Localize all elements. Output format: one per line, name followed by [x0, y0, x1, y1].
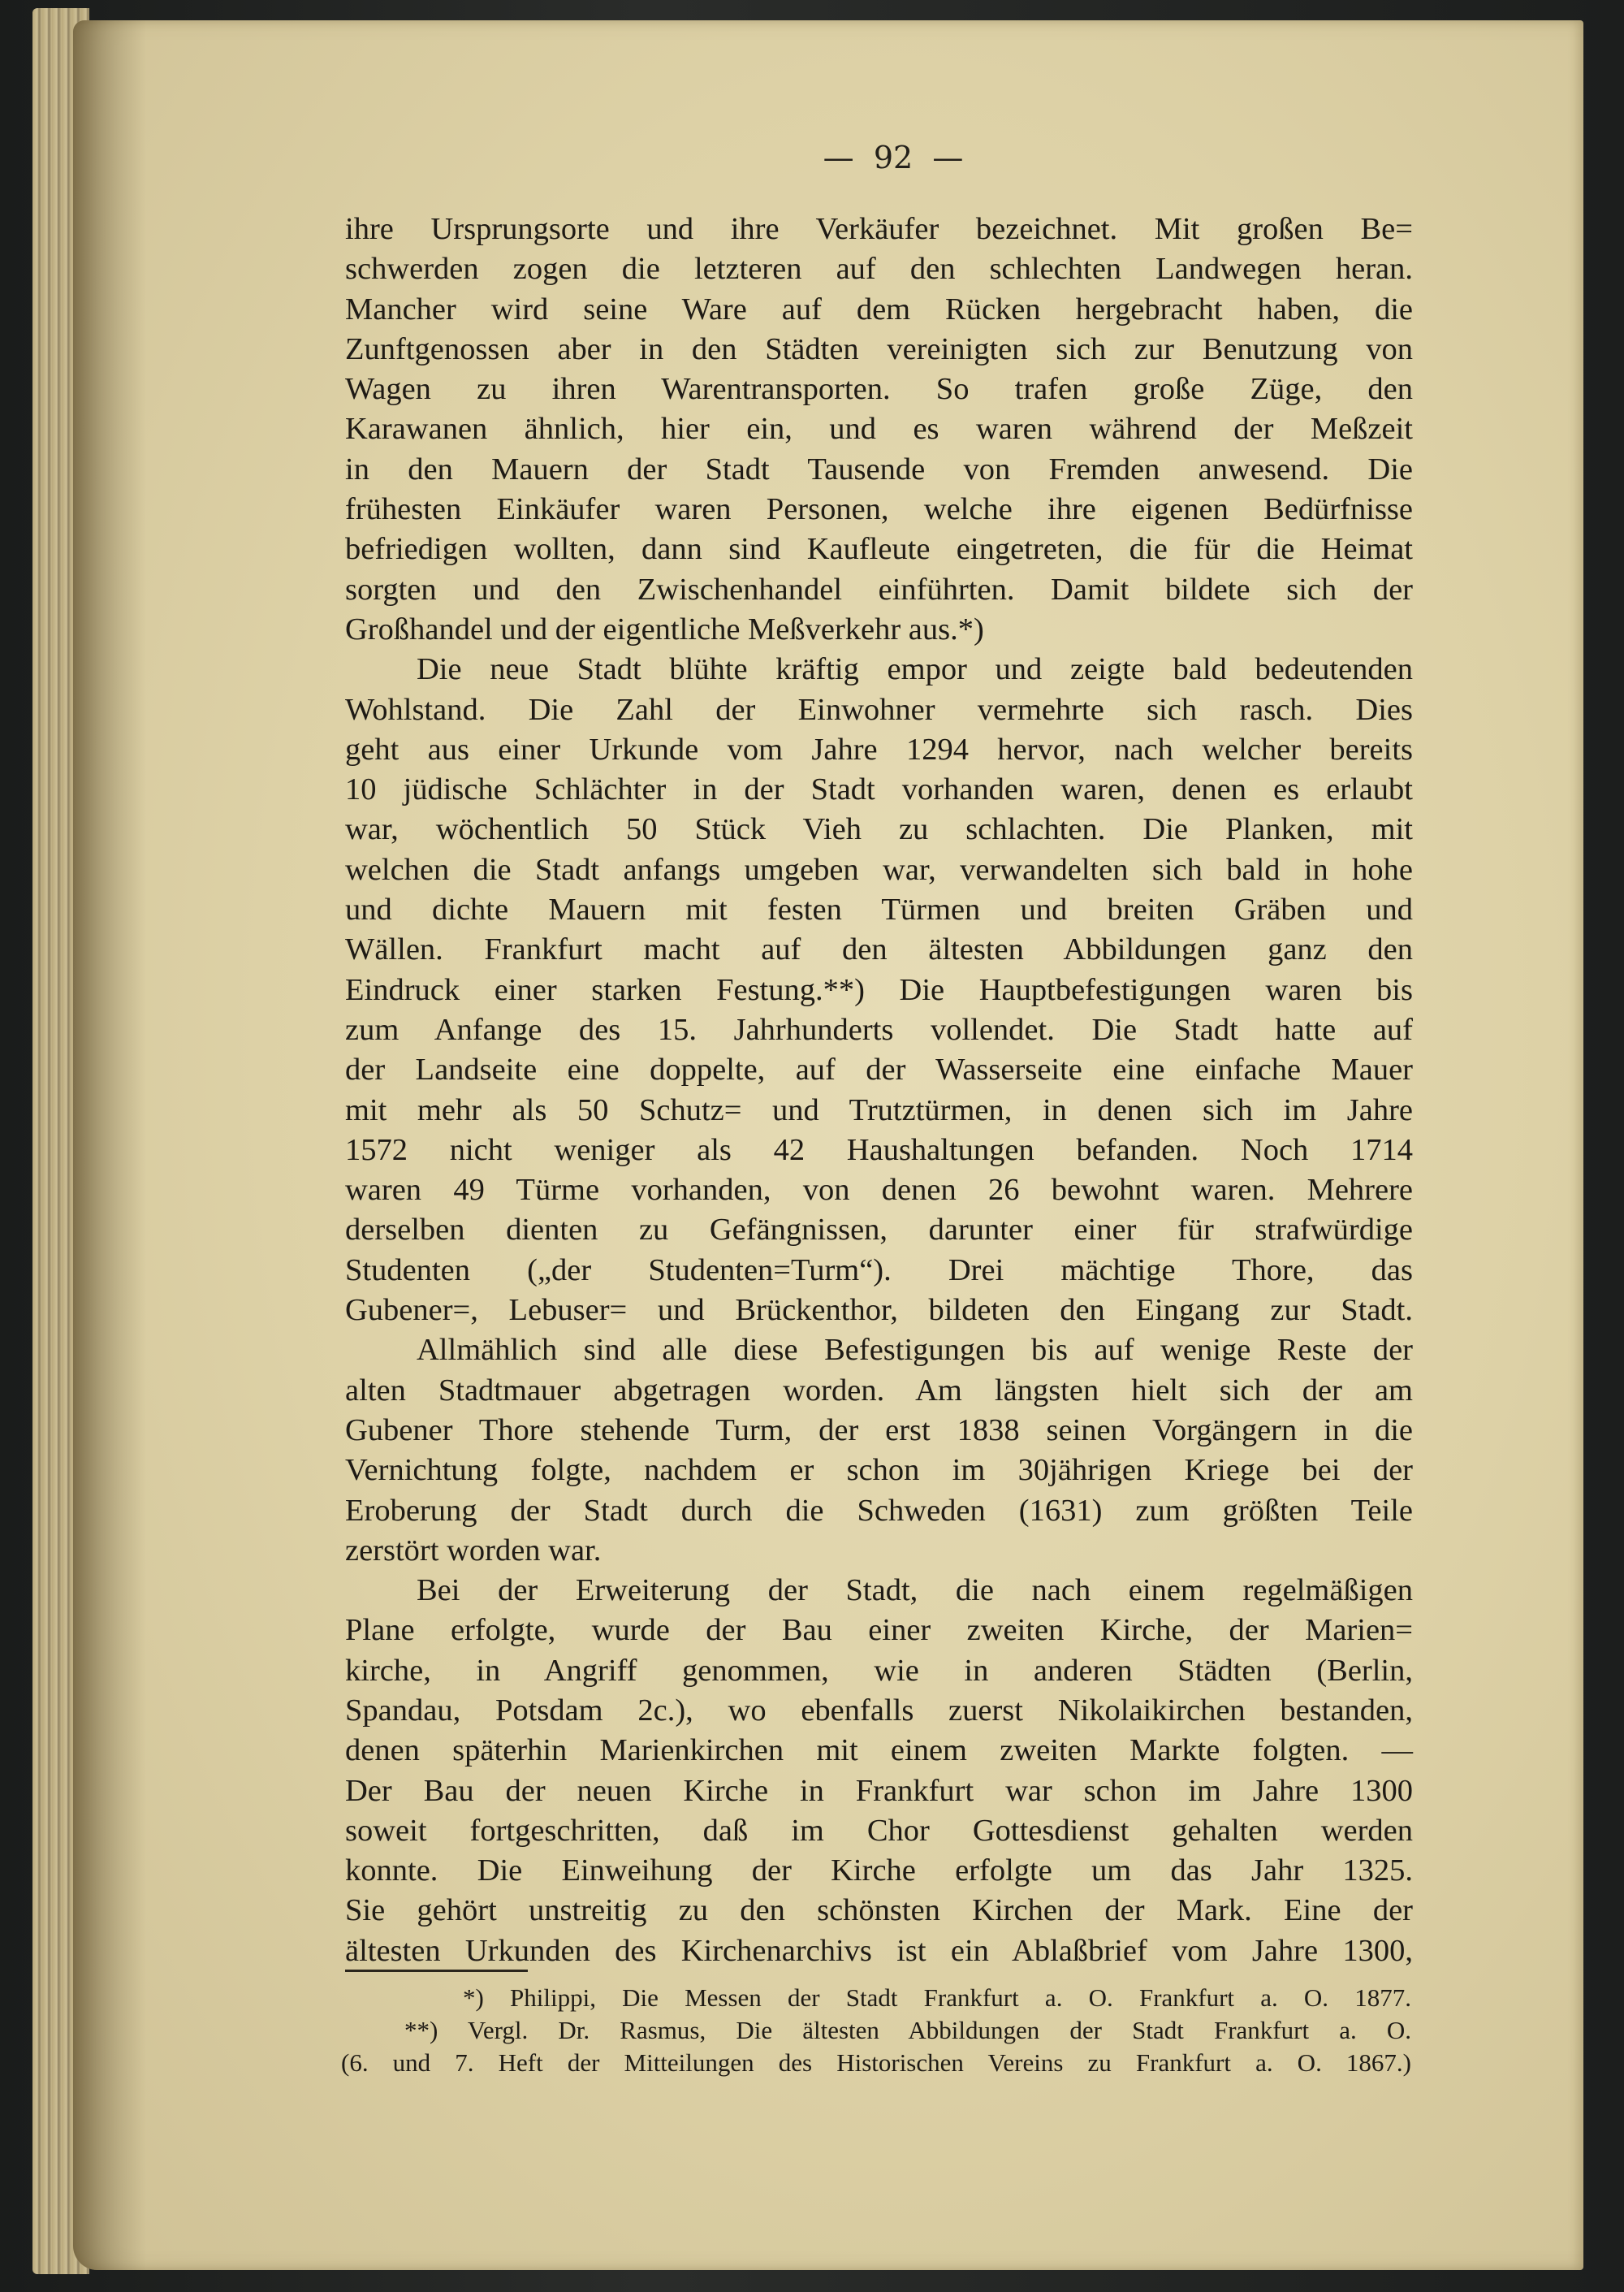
text-line: Wagen zu ihren Warentransporten. So trafen große Züge, den — [345, 372, 1413, 407]
text-line: Der Bau der neuen Kirche in Frankfurt war schon im Jahre 1300 — [345, 1773, 1413, 1808]
text-line: Gubener Thore stehende Turm, der erst 1838 seinen Vorgängern in die — [345, 1412, 1413, 1447]
text-line: Bei der Erweiterung der Stadt, die nach einem regelmäßigen — [417, 1573, 1413, 1608]
text-line: und dichte Mauern mit festen Türmen und breiten Gräben und — [345, 893, 1413, 928]
text-line: alten Stadtmauer abgetragen worden. Am längsten hielt sich der am — [345, 1373, 1413, 1408]
text-line: zum Anfange des 15. Jahrhunderts vollendet. Die Stadt hatte auf — [345, 1012, 1413, 1047]
text-line: zerstört worden war. — [345, 1533, 602, 1568]
text-line: Großhandel und der eigentliche Meßverkehr aus.*) — [345, 612, 984, 647]
gutter-shadow — [73, 20, 146, 2270]
text-line: Vernichtung folgte, nachdem er schon im 30jährigen Kriege bei der — [345, 1453, 1413, 1488]
text-line: sorgten und den Zwischenhandel einführten. Damit bildete sich der — [345, 572, 1413, 607]
footnote-1: *) Philippi, Die Messen der Stadt Frankfurt a. O. Frankfurt a. O. 1877. — [463, 1983, 1411, 2012]
page-number-value: 92 — [873, 140, 914, 175]
text-line: Wohlstand. Die Zahl der Einwohner vermehrte sich rasch. Dies — [345, 692, 1413, 727]
text-line: in den Mauern der Stadt Tausende von Fremden anwesend. Die — [345, 452, 1413, 487]
page-number: — 92 — — [823, 140, 964, 175]
footnote-2: **) Vergl. Dr. Rasmus, Die ältesten Abbildungen der Stadt Frankfurt a. O. — [404, 2016, 1411, 2044]
text-line: Eindruck einer starken Festung.**) Die Hauptbefestigungen waren bis — [345, 972, 1413, 1007]
text-line: Plane erfolgte, wurde der Bau einer zweiten Kirche, der Marien= — [345, 1613, 1413, 1648]
text-line: Karawanen ähnlich, hier ein, und es waren während der Meßzeit — [345, 412, 1413, 447]
text-line: mit mehr als 50 Schutz= und Trutztürmen, in denen sich im Jahre — [345, 1092, 1413, 1127]
text-line: Die neue Stadt blühte kräftig empor und zeigte bald bedeutenden — [417, 652, 1413, 687]
text-line: frühesten Einkäufer waren Personen, welche ihre eigenen Bedürfnisse — [345, 492, 1413, 527]
body-text — [345, 210, 1413, 1971]
text-line: ihre Ursprungsorte und ihre Verkäufer bezeichnet. Mit großen Be= — [345, 212, 1413, 246]
text-line: 10 jüdische Schlächter in der Stadt vorhanden waren, denen es erlaubt — [345, 772, 1413, 807]
text-line: waren 49 Türme vorhanden, von denen 26 bewohnt waren. Mehrere — [345, 1173, 1413, 1208]
text-line: Gubener=, Lebuser= und Brückenthor, bildeten den Eingang zur Stadt. — [345, 1293, 1413, 1328]
text-line: Eroberung der Stadt durch die Schweden (1631) zum größten Teile — [345, 1493, 1413, 1528]
text-line: Zunftgenossen aber in den Städten vereinigten sich zur Benutzung von — [345, 331, 1413, 366]
text-line: Wällen. Frankfurt macht auf den ältesten Abbildungen ganz den — [345, 932, 1413, 967]
text-line: kirche, in Angriff genommen, wie in anderen Städten (Berlin, — [345, 1653, 1413, 1688]
footnotes — [341, 1982, 1411, 2079]
footnote-divider — [345, 1970, 528, 1972]
footnote-2-continued: (6. und 7. Heft der Mitteilungen des Historischen Vereins zu Frankfurt a. O. 1867.) — [341, 2048, 1411, 2077]
text-line: war, wöchentlich 50 Stück Vieh zu schlachten. Die Planken, mit — [345, 812, 1413, 847]
text-line: der Landseite eine doppelte, auf der Wasserseite eine einfache Mauer — [345, 1053, 1413, 1088]
text-line: welchen die Stadt anfangs umgeben war, verwandelten sich bald in hohe — [345, 852, 1413, 887]
text-line: schwerden zogen die letzteren auf den schlechten Landwegen heran. — [345, 252, 1413, 287]
text-line: denen späterhin Marienkirchen mit einem zweiten Markte folgten. — — [345, 1733, 1413, 1768]
text-line: soweit fortgeschritten, daß im Chor Gottesdienst gehalten werden — [345, 1813, 1413, 1848]
text-line: geht aus einer Urkunde vom Jahre 1294 hervor, nach welcher bereits — [345, 732, 1413, 767]
text-line: 1572 nicht weniger als 42 Haushaltungen befanden. Noch 1714 — [345, 1132, 1413, 1167]
text-line: Studenten („der Studenten=Turm“). Drei mächtige Thore, das — [345, 1252, 1413, 1287]
text-line: derselben dienten zu Gefängnissen, darunter einer für strafwürdige — [345, 1213, 1413, 1248]
text-line: Mancher wird seine Ware auf dem Rücken hergebracht haben, die — [345, 292, 1413, 327]
text-line: Sie gehört unstreitig zu den schönsten Kirchen der Mark. Eine der — [345, 1893, 1413, 1928]
text-line: Allmählich sind alle diese Befestigungen bis auf wenige Reste der — [417, 1333, 1413, 1368]
text-line: Spandau, Potsdam 2c.), wo ebenfalls zuerst Nikolaikirchen bestanden, — [345, 1693, 1413, 1728]
text-line: konnte. Die Einweihung der Kirche erfolgte um das Jahr 1325. — [345, 1853, 1413, 1888]
text-line: ältesten Urkunden des Kirchenarchivs ist ein Ablaßbrief vom Jahre 1300, — [345, 1933, 1413, 1968]
text-line: befriedigen wollten, dann sind Kaufleute eingetreten, die für die Heimat — [345, 532, 1413, 567]
